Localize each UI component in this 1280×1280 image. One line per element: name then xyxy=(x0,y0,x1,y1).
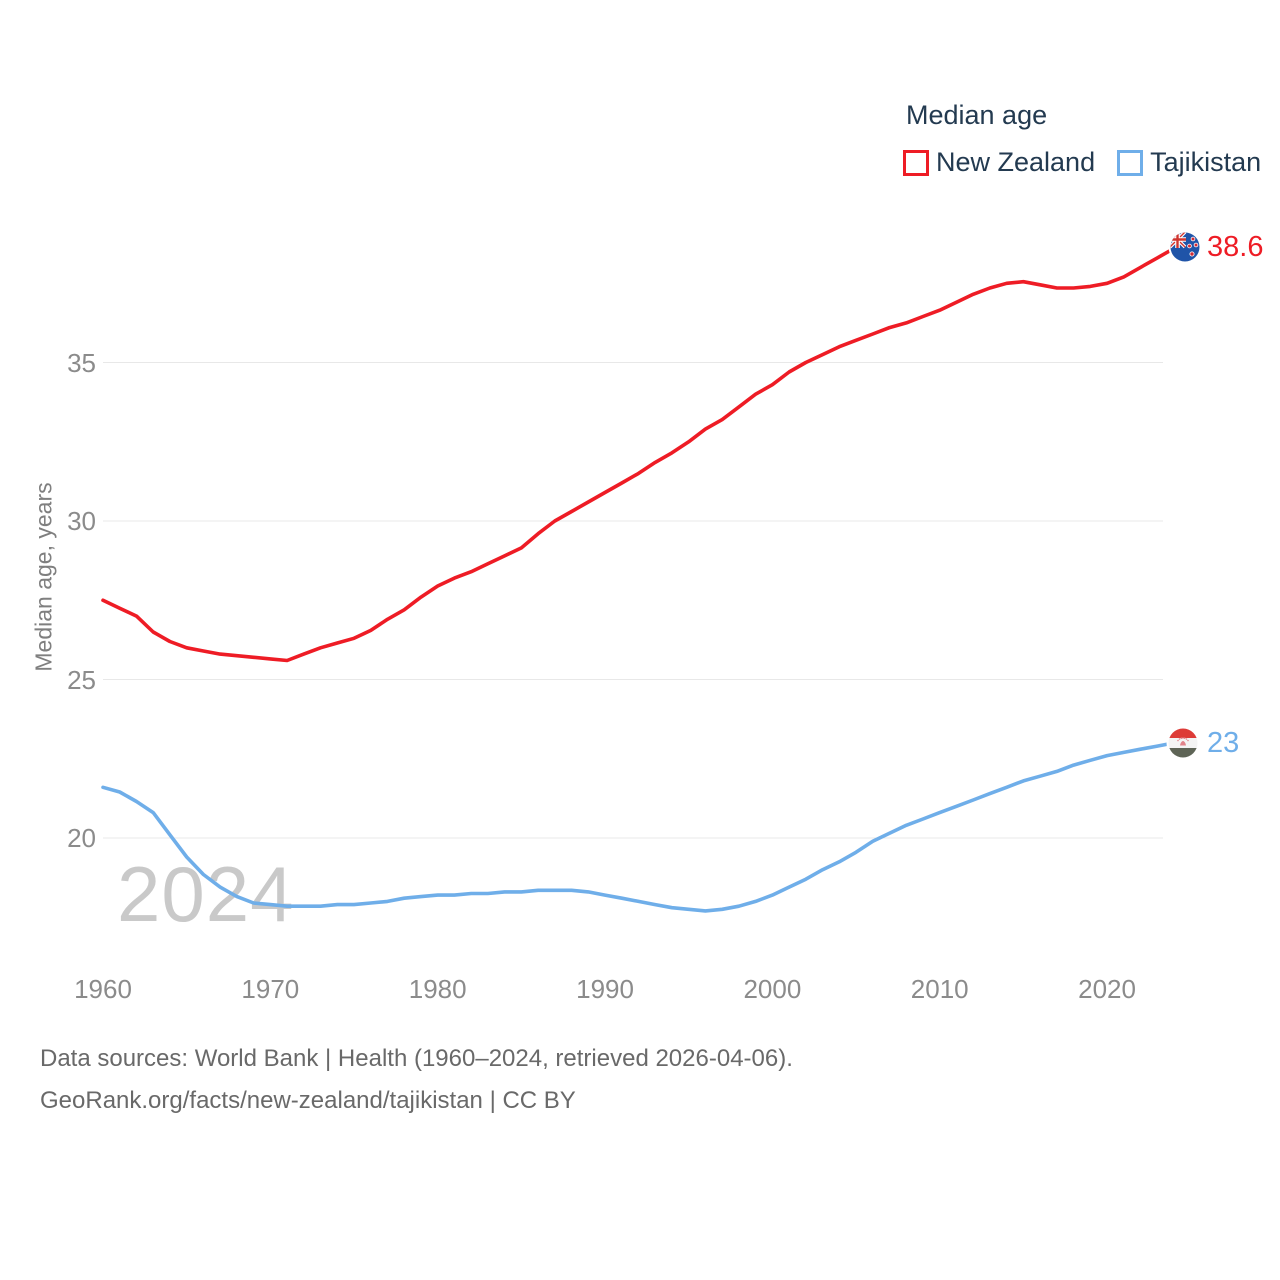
y-tick-label: 35 xyxy=(67,347,96,378)
legend-item-tajikistan[interactable] xyxy=(1117,147,1261,178)
y-tick-label: 25 xyxy=(67,664,96,695)
attribution-text: GeoRank.org/facts/new-zealand/tajikistan | CC BY xyxy=(40,1087,576,1114)
new-zealand-flag-icon xyxy=(1168,230,1202,264)
legend-label-new-zealand: New Zealand xyxy=(936,147,1096,177)
legend-item-new-zealand[interactable] xyxy=(903,147,1095,178)
new-zealand-swatch-icon xyxy=(903,150,929,176)
tajikistan-line xyxy=(103,743,1174,911)
tajikistan-flag-icon xyxy=(1166,726,1200,760)
x-tick-label: 1970 xyxy=(241,974,300,1004)
legend xyxy=(903,100,1261,178)
legend-label-tajikistan: Tajikistan xyxy=(1150,147,1262,177)
gridlines xyxy=(103,363,1163,839)
y-tick-label: 30 xyxy=(67,506,96,536)
x-tick-label: 1990 xyxy=(576,974,634,1004)
tajikistan-swatch-icon xyxy=(1117,150,1143,176)
new-zealand-end-value: 38.6 xyxy=(1207,231,1264,263)
x-tick-label: 2010 xyxy=(910,974,969,1004)
footer xyxy=(40,1045,793,1129)
year-watermark: 2024 xyxy=(117,850,295,938)
series-lines xyxy=(103,248,1174,911)
x-tick-label: 2000 xyxy=(743,974,802,1004)
y-axis-title: Median age, years xyxy=(30,482,57,672)
y-tick-label: 20 xyxy=(67,823,96,853)
tajikistan-end-value: 23 xyxy=(1207,727,1240,759)
x-tick-label: 1960 xyxy=(74,974,132,1004)
x-tick-label: 1980 xyxy=(408,974,467,1004)
new-zealand-line xyxy=(103,248,1174,660)
x-tick-label: 2020 xyxy=(1078,974,1136,1004)
legend-items xyxy=(903,147,1261,178)
legend-title: Median age xyxy=(906,100,1048,130)
data-sources-text: Data sources: World Bank | Health (1960–2024, retrieved 2026-04-06). xyxy=(40,1045,793,1072)
